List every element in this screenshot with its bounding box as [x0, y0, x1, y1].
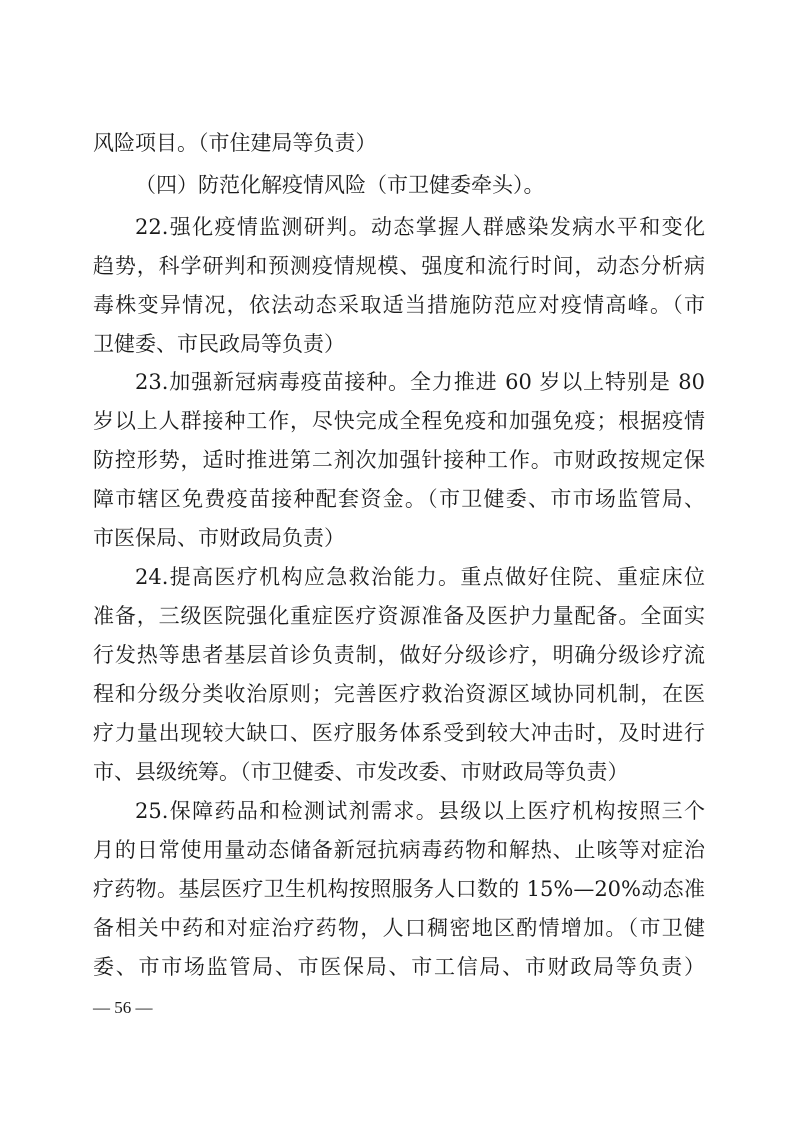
text-line: 卫健委、市民政局等负责） — [93, 332, 345, 356]
text-line: 委、市市场监管局、市医保局、市工信局、市财政局等负责） — [93, 955, 705, 979]
text-line: 风险项目。（市住建局等负责） — [93, 131, 377, 155]
text-line: 程和分级分类收治原则；完善医疗救治资源区域协同机制，在医 — [93, 682, 705, 706]
text-line: 障市辖区免费疫苗接种配套资金。（市卫健委、市市场监管局、 — [93, 487, 705, 511]
text-line: 疗药物。基层医疗卫生机构按照服务人口数的 15%—20%动态准 — [93, 877, 705, 901]
page-number: — 56 — — [93, 998, 153, 1017]
text-line: 22.强化疫情监测研判。动态掌握人群感染发病水平和变化 — [135, 215, 705, 239]
text-line: 24.提高医疗机构应急救治能力。重点做好住院、重症床位 — [135, 565, 705, 589]
text-line: 备相关中药和对症治疗药物，人口稠密地区酌情增加。（市卫健 — [93, 916, 705, 940]
text-line: 行发热等患者基层首诊负责制，做好分级诊疗，明确分级诊疗流 — [93, 643, 705, 667]
text-line: 防控形势，适时推进第二剂次加强针接种工作。市财政按规定保 — [93, 448, 705, 472]
text-line: 月的日常使用量动态储备新冠抗病毒药物和解热、止咳等对症治 — [93, 838, 705, 862]
text-line: 23.加强新冠病毒疫苗接种。全力推进 60 岁以上特别是 80 — [135, 370, 705, 394]
text-line: 疗力量出现较大缺口、医疗服务体系受到较大冲击时，及时进行 — [93, 721, 705, 745]
text-line: 毒株变异情况，依法动态采取适当措施防范应对疫情高峰。（市 — [93, 293, 705, 317]
text-line: 趋势，科学研判和预测疫情规模、强度和流行时间，动态分析病 — [93, 254, 705, 278]
section-heading: （四）防范化解疫情风险（市卫健委牵头）。 — [135, 173, 545, 197]
text-line: 准备，三级医院强化重症医疗资源准备及医护力量配备。全面实 — [93, 604, 705, 628]
text-line: 市医保局、市财政局负责） — [93, 526, 345, 550]
text-line: 25.保障药品和检测试剂需求。县级以上医疗机构按照三个 — [135, 799, 705, 823]
text-line: 市、县级统筹。（市卫健委、市发改委、市财政局等负责） — [93, 760, 629, 784]
text-line: 岁以上人群接种工作，尽快完成全程免疫和加强免疫；根据疫情 — [93, 409, 705, 433]
